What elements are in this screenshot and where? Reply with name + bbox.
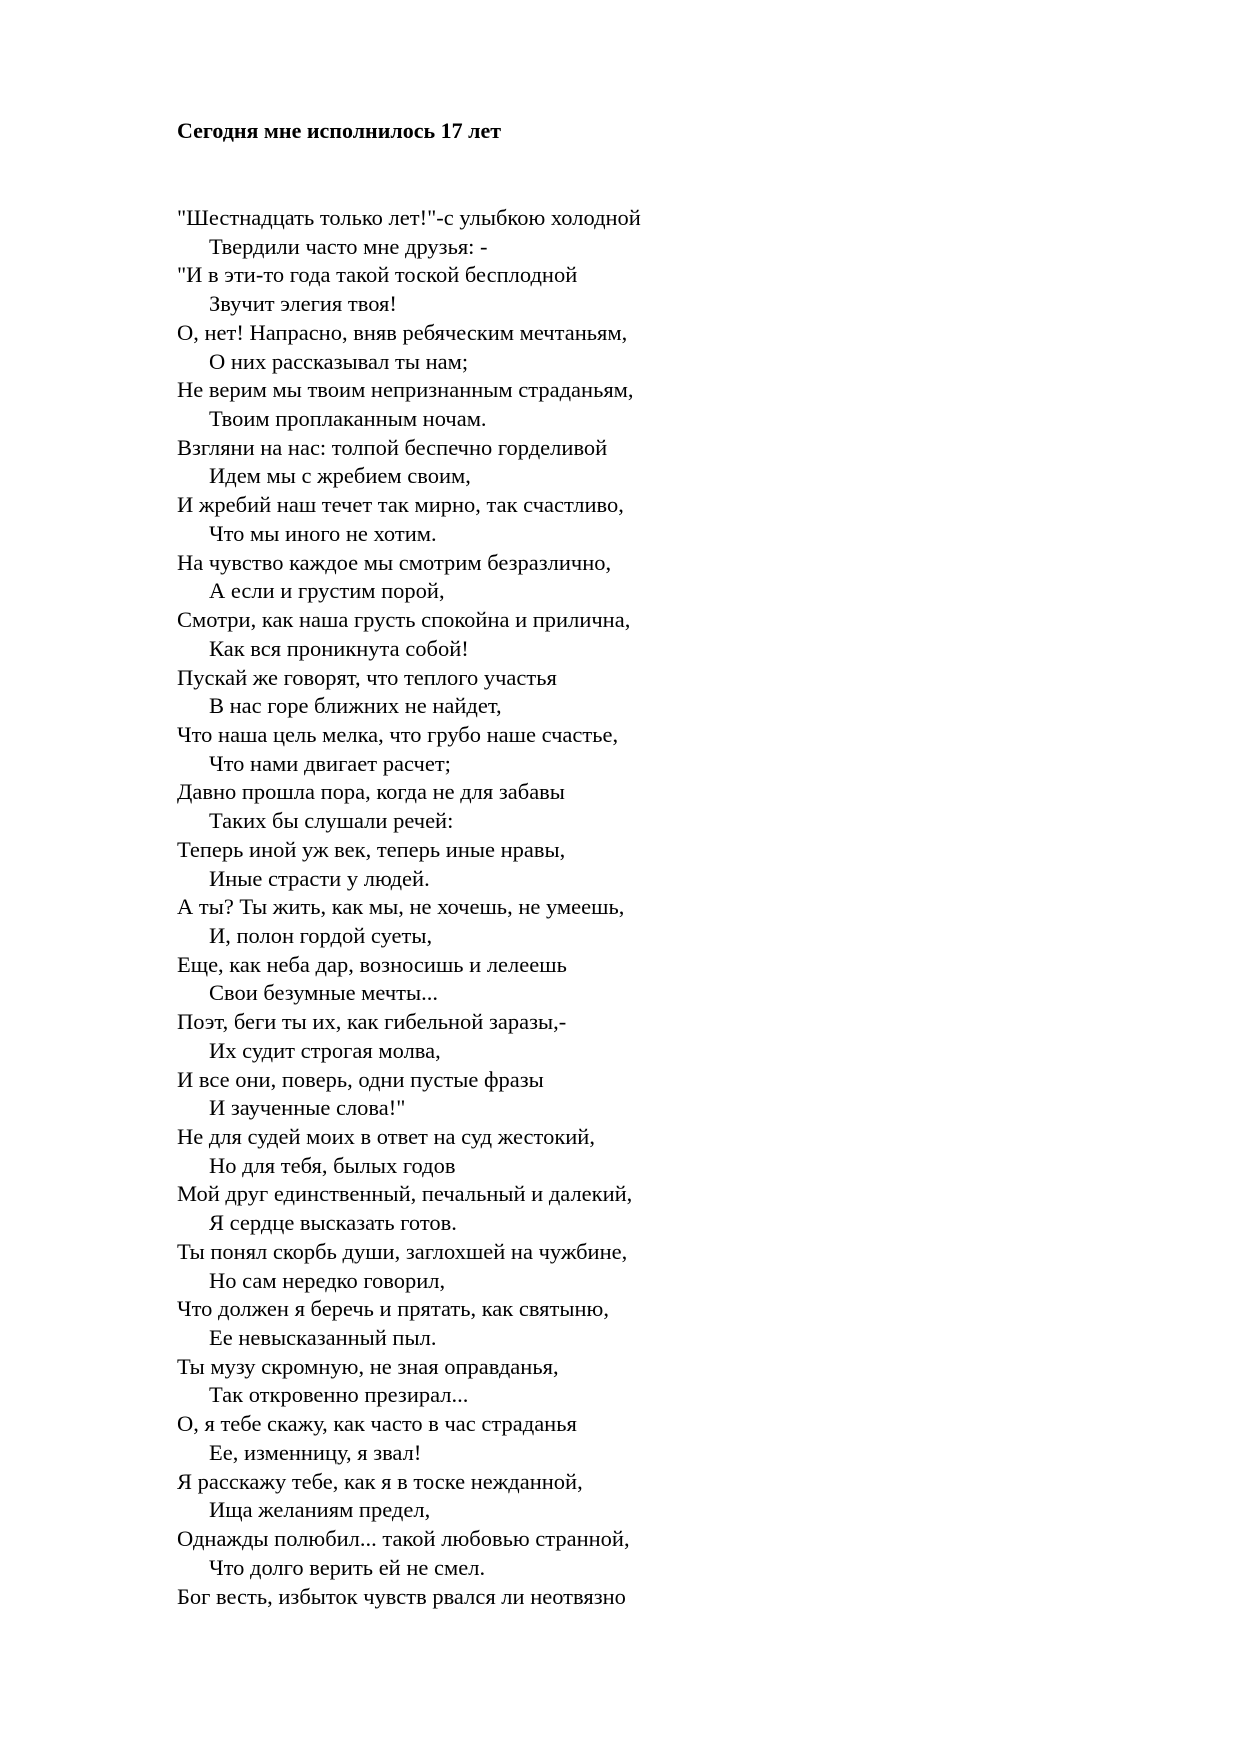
poem-line: Что нами двигает расчет; [209,750,451,776]
poem-line: Я расскажу тебе, как я в тоске нежданной, [177,1468,583,1494]
poem-body [177,204,641,1611]
poem-line: И заученные слова!" [209,1095,406,1121]
poem-line: И жребий наш течет так мирно, так счастливо, [177,492,624,518]
poem-line: Идем мы с жребием своим, [209,463,471,489]
poem-line: Еще, как неба дар, возносишь и лелеешь [177,951,567,977]
poem-line: Ты музу скромную, не зная оправданья, [177,1353,559,1379]
poem-line: Мой друг единственный, печальный и далекий, [177,1181,633,1207]
poem-line: Как вся проникнута собой! [209,635,469,661]
poem-line: И, полон гордой суеты, [209,922,433,948]
poem-line: Свои безумные мечты... [209,980,438,1006]
poem-line: Не верим мы твоим непризнанным страданьям, [177,377,634,403]
poem-line: На чувство каждое мы смотрим безразлично, [177,549,612,575]
poem-line: Что наша цель мелка, что грубо наше счастье, [177,721,619,747]
poem-line: Поэт, беги ты их, как гибельной заразы,- [177,1009,567,1035]
poem-line: Смотри, как наша грусть спокойна и прилична, [177,607,631,633]
poem-line: О, нет! Напрасно, вняв ребяческим мечтаньям, [177,319,628,345]
poem-line: Однажды полюбил... такой любовью странной, [177,1526,630,1552]
poem-line: О, я тебе скажу, как часто в час страданья [177,1411,577,1437]
poem-line: Бог весть, избыток чувств рвался ли неотвязно [177,1583,626,1609]
poem-line: Звучит элегия твоя! [209,291,397,317]
poem-line: Давно прошла пора, когда не для забавы [177,779,565,805]
poem-line: Я сердце высказать готов. [209,1210,457,1236]
poem-line: Что мы иного не хотим. [209,520,437,546]
poem-line: Твоим проплаканным ночам. [209,406,487,432]
poem-line: Но сам нередко говорил, [209,1267,446,1293]
poem-line: "И в эти-то года такой тоской бесплодной [177,262,578,288]
poem-line: В нас горе ближних не найдет, [209,693,502,719]
poem-line: Ты понял скорбь души, заглохшей на чужбине, [177,1238,628,1264]
poem-title: Сегодня мне исполнилось 17 лет [177,118,502,143]
poem-line: Что долго верить ей не смел. [209,1554,486,1580]
poem-line: Теперь иной уж век, теперь иные нравы, [177,836,566,862]
poem-line: Не для судей моих в ответ на суд жестокий, [177,1124,595,1149]
poem-line: Твердили часто мне друзья: - [209,233,488,259]
poem-line: Ее невысказанный пыл. [209,1325,437,1351]
poem-line: Иные страсти у людей. [209,865,430,891]
poem-line: Так откровенно презирал... [209,1382,469,1408]
poem-line: Таких бы слушали речей: [209,808,454,834]
poem-line: "Шестнадцать только лет!"-с улыбкою холодной [177,205,641,230]
poem-line: Пускай же говорят, что теплого участья [177,664,557,690]
poem-line: Но для тебя, былых годов [209,1152,456,1178]
poem-line: А ты? Ты жить, как мы, не хочешь, не умеешь, [177,894,625,920]
poem-line: Их судит строгая молва, [209,1037,441,1063]
poem-line: Ее, изменницу, я звал! [209,1439,422,1465]
poem-line: Взгляни на нас: толпой беспечно горделивой [177,434,608,460]
poem-line: И все они, поверь, одни пустые фразы [177,1066,544,1092]
poem-line: А если и грустим порой, [209,578,445,604]
poem-line: Ища желаниям предел, [209,1497,431,1523]
poem-line: Что должен я беречь и прятать, как святыню, [177,1296,609,1322]
poem-line: О них рассказывал ты нам; [209,348,469,374]
